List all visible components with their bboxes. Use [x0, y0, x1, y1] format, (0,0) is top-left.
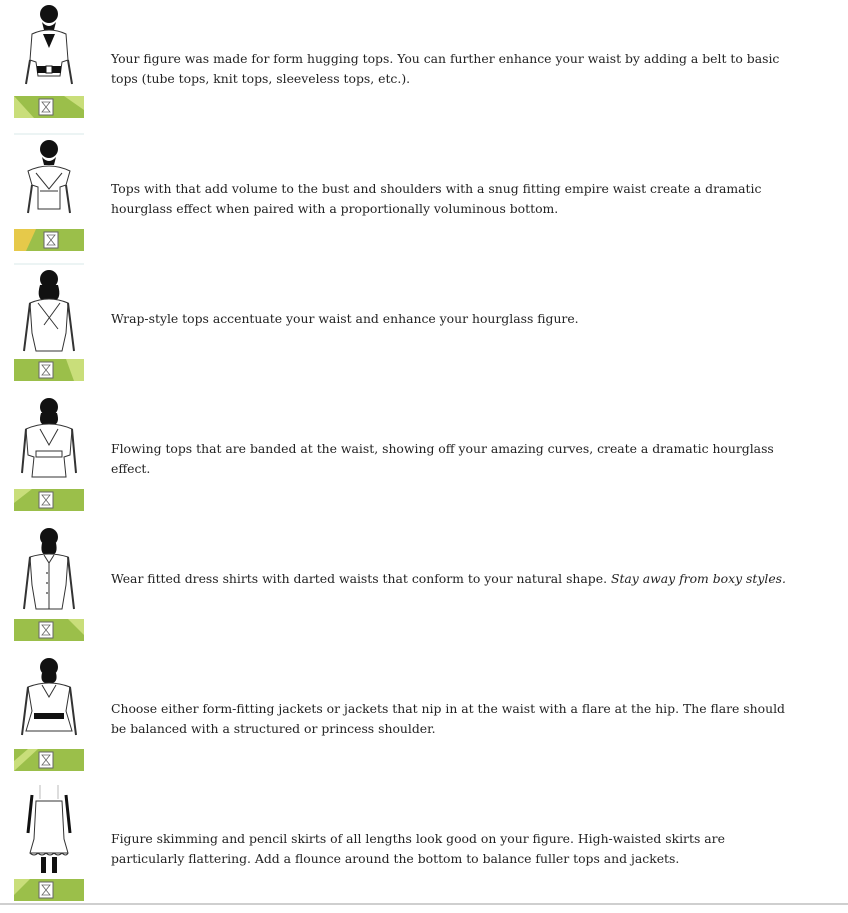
- list-item: [0, 133, 848, 263]
- tip-text-body: Choose either form-fitting jackets or jackets that nip in at the waist with a flare at the hip. The flare should be balanced with a structured or princess shoulder.: [111, 701, 785, 736]
- tip-text-body: Wrap-style tops accentuate your waist and enhance your hourglass figure.: [111, 311, 579, 326]
- fitted-dress-shirt-figure-icon: [14, 523, 84, 643]
- tip-text-body: Your figure was made for form hugging tops. You can further enhance your waist by adding a belt to basic tops (tube tops, knit tops, sleeveless tops, etc.).: [111, 51, 780, 86]
- tip-text-body: Tops with that add volume to the bust and shoulders with a snug fitting empire waist create a dramatic hourglass effect when paired with a proportionally voluminous bottom.: [111, 181, 762, 216]
- tip-text: [111, 829, 801, 869]
- tip-text: [111, 439, 801, 479]
- fitted-top-with-belt-figure-icon: [14, 0, 84, 120]
- tip-text-body: Flowing tops that are banded at the waist, showing off your amazing curves, create a dramatic hourglass effect.: [111, 441, 774, 476]
- tip-text: [111, 179, 801, 219]
- pencil-skirt-figure-icon: [14, 783, 84, 903]
- empire-waist-top-figure-icon: [14, 133, 84, 253]
- list-item: [0, 653, 848, 783]
- bottom-divider: [0, 903, 848, 905]
- list-item: [0, 0, 848, 130]
- list-item: [0, 783, 848, 913]
- list-item: [0, 263, 848, 393]
- tip-text-emphasis: Stay away from boxy styles.: [610, 571, 786, 586]
- tip-text: [111, 569, 801, 589]
- list-item: [0, 523, 848, 653]
- tip-text-body: Figure skimming and pencil skirts of all lengths look good on your figure. High-waisted skirts are particularly flattering. Add a flounce around the bottom to balance fuller tops and jackets.: [111, 831, 725, 866]
- flared-jacket-figure-icon: [14, 653, 84, 773]
- tip-text: [111, 49, 801, 89]
- wrap-top-figure-icon: [14, 263, 84, 383]
- tip-text: [111, 699, 801, 739]
- tip-text-body: Wear fitted dress shirts with darted waists that conform to your natural shape.: [111, 571, 611, 586]
- banded-flowing-top-figure-icon: [14, 393, 84, 513]
- list-item: [0, 393, 848, 523]
- tip-text: [111, 309, 801, 329]
